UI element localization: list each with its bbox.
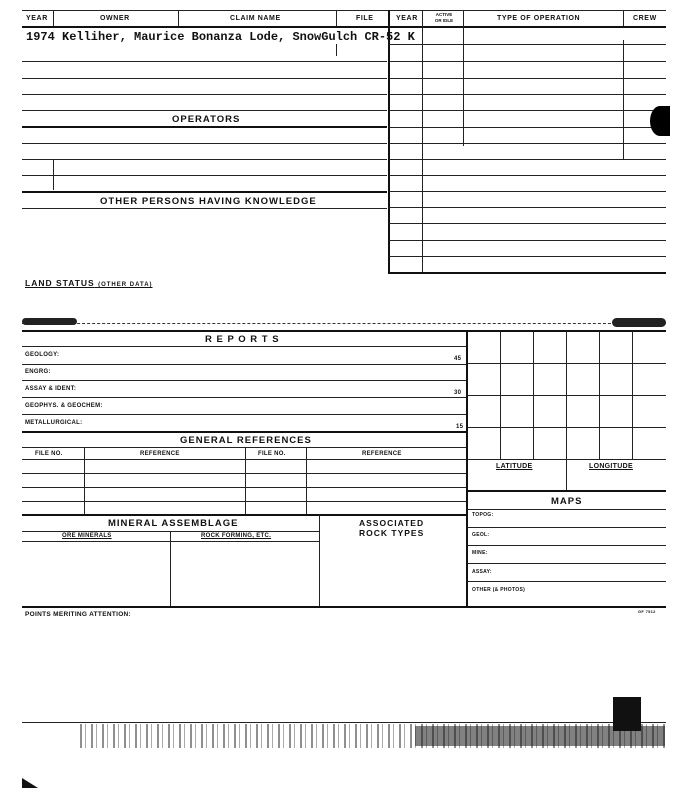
report-metallurgical-label: METALLURGICAL:: [25, 420, 83, 426]
land-status-label: LAND STATUS: [25, 278, 95, 288]
right-lower-border: [466, 330, 468, 608]
operators-title: OPERATORS: [172, 114, 241, 125]
header-year-2: YEAR: [396, 15, 418, 22]
maps-assay: ASSAY:: [472, 569, 492, 575]
mineral-assemblage-title: MINERAL ASSEMBLAGE: [108, 518, 239, 529]
associated-title: ASSOCIATED: [359, 518, 425, 528]
report-metallurgical-num: 15: [456, 424, 464, 430]
maps-geol: GEOL:: [472, 532, 490, 538]
land-status-sub: (OTHER DATA): [98, 282, 153, 288]
report-geology-label: GEOLOGY:: [25, 352, 60, 358]
reports-title: R E P O R T S: [205, 334, 280, 345]
rock-types-title: ROCK TYPES: [359, 528, 425, 538]
maps-other: OTHER (& PHOTOS): [472, 587, 526, 593]
maps-title: MAPS: [551, 496, 583, 507]
longitude-label: LONGITUDE: [589, 463, 633, 470]
report-geophys-label: GEOPHYS. & GEOCHEM:: [25, 403, 103, 409]
header-active-1: ACTIVE: [435, 12, 453, 17]
rock-forming-label: ROCK FORMING, ETC.: [201, 533, 272, 539]
registration-mark: [613, 697, 641, 731]
other-persons-title: OTHER PERSONS HAVING KNOWLEDGE: [100, 196, 317, 207]
header-bottom-rule: [22, 26, 666, 28]
maps-mine: MINE:: [472, 550, 488, 556]
gr-col-ref-2: REFERENCE: [362, 451, 402, 457]
header-active-2: OR IDLE: [434, 18, 454, 23]
maps-topog: TOPOG:: [472, 512, 494, 518]
report-engrg-label: ENGRG:: [25, 369, 51, 375]
right-block-left-border: [388, 10, 390, 274]
report-assay-num: 30: [454, 390, 462, 396]
header-type-of-operation: TYPE OF OPERATION: [497, 15, 581, 22]
gr-col-file-1: FILE NO.: [35, 451, 63, 457]
header-crew: CREW: [633, 15, 657, 22]
latitude-label: LATITUDE: [496, 463, 533, 470]
points-meriting-label: POINTS MERITING ATTENTION:: [25, 611, 132, 618]
corner-mark: [22, 778, 38, 788]
ore-minerals-label: ORE MINERALS: [62, 533, 112, 539]
header-owner: OWNER: [100, 15, 130, 22]
general-references-title: GENERAL REFERENCES: [180, 435, 312, 446]
form-number: GF 7512: [638, 609, 656, 614]
header-file: FILE: [356, 15, 374, 22]
land-status-title: [25, 278, 153, 288]
punch-hole-mark: [650, 106, 670, 136]
report-assay-label: ASSAY & IDENT:: [25, 386, 77, 392]
typed-entry-line: 1974 Kelliher, Maurice Bonanza Lode, SnowGulch CR-52 K: [26, 30, 415, 44]
gr-col-ref-1: REFERENCE: [140, 451, 180, 457]
gr-col-file-2: FILE NO.: [258, 451, 286, 457]
report-geology-num: 45: [454, 356, 462, 362]
header-year: YEAR: [26, 15, 48, 22]
header-claim-name: CLAIM NAME: [230, 15, 281, 22]
